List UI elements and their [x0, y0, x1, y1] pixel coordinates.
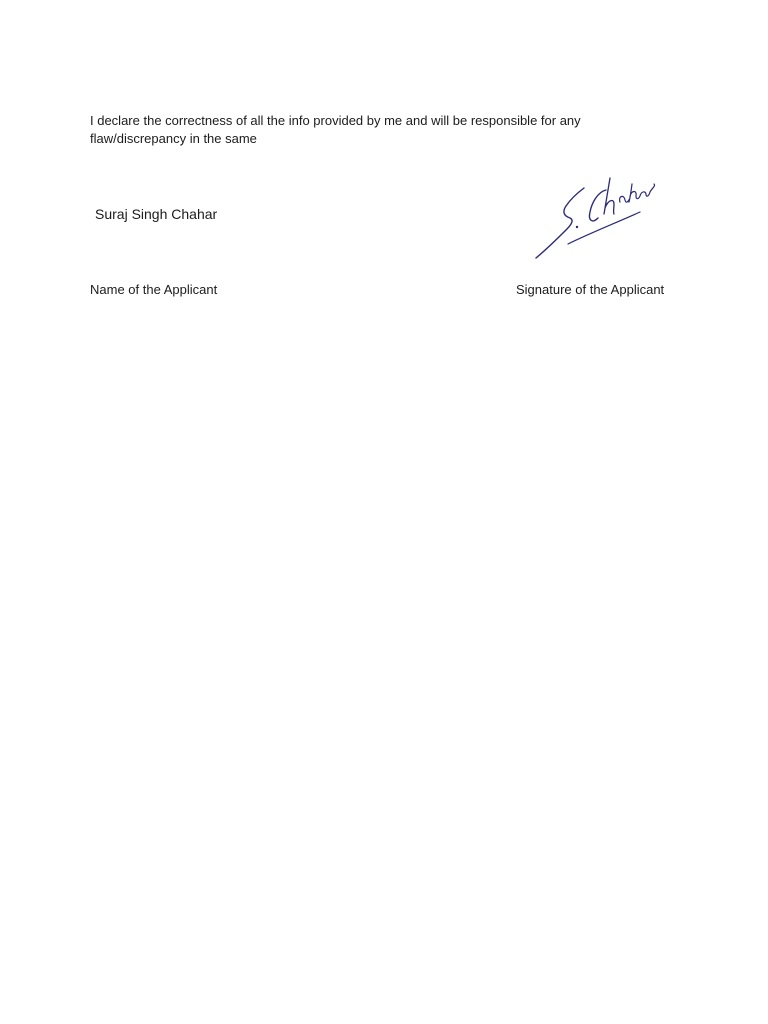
applicant-name: Suraj Singh Chahar [95, 206, 218, 222]
declaration-text: I declare the correctness of all the info provided by me and will be responsible for any flaw/discrepancy in the same [90, 113, 581, 146]
signature-label: Signature of the Applicant [516, 282, 665, 297]
handwritten-signature [528, 172, 663, 264]
name-label: Name of the Applicant [90, 282, 218, 297]
